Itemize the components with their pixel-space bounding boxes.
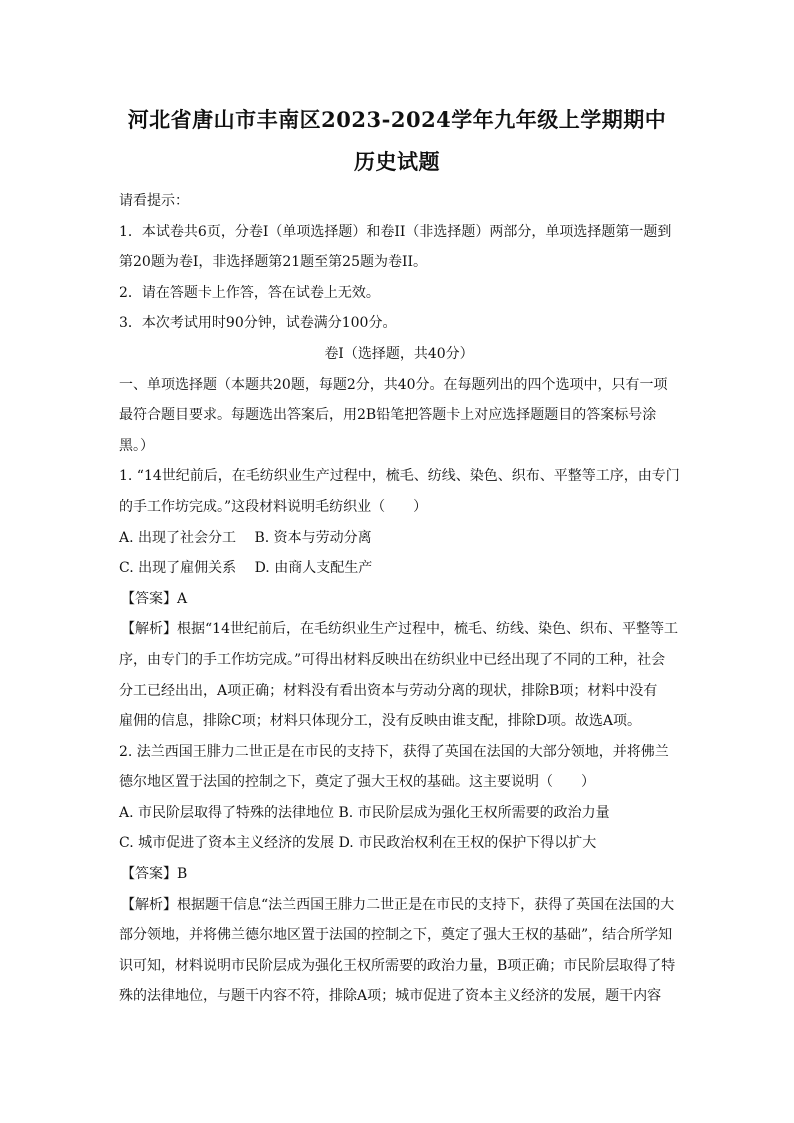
option-line: A. 出现了社会分工 B. 资本与劳动分离: [119, 529, 372, 546]
notice-heading: 请看提示：: [119, 193, 189, 209]
question-line: 德尔地区置于法国的控制之下，奠定了强大王权的基础。这主要说明（ ）: [119, 774, 595, 791]
document-title: 河北省唐山市丰南区2023-2024学年九年级上学期期中: [127, 107, 667, 132]
question-line: 1. “14世纪前后，在毛纺织业生产过程中，梳毛、纺线、染色、织布、平整等工序，由专门: [119, 468, 680, 485]
question-line: 2. 法兰西国王腓力二世正是在市民的支持下，获得了英国在法国的大部分领地，并将佛兰: [119, 743, 669, 760]
answer-line: 【答案】A: [121, 590, 188, 607]
section-heading: 卷I（选择题，共40分）: [324, 345, 474, 362]
analysis-line: 殊的法律地位，与题干内容不符，排除A项；城市促进了资本主义经济的发展，题干内容: [119, 988, 662, 1005]
instruction-line: 一、单项选择题（本题共20题，每题2分，共40分。在每题列出的四个选项中，只有一项: [119, 376, 668, 393]
analysis-line: 雇佣的信息，排除C项；材料只体现分工，没有反映由谁支配，排除D项。故选A项。: [119, 713, 642, 730]
analysis-line: 【解析】根据题干信息“法兰西国王腓力二世正是在市民的支持下，获得了英国在法国的大: [121, 896, 675, 913]
analysis-line: 部分领地，并将佛兰德尔地区置于法国的控制之下，奠定了强大王权的基础”，结合所学知: [119, 927, 673, 944]
question-line: 的手工作坊完成。”这段材料说明毛纺织业（ ）: [119, 498, 428, 515]
instruction-line: 最符合题目要求。每题选出答案后，用2B铅笔把答题卡上对应选择题题目的答案标号涂: [119, 407, 657, 424]
document-body: [119, 186, 679, 1012]
notice-line: 第20题为卷I，非选择题第21题至第25题为卷II。: [119, 254, 428, 271]
analysis-line: 序，由专门的手工作坊完成。”可得出材料反映出在纺织业中已经出现了不同的工种，社会: [119, 651, 666, 668]
notice-line: 3．本次考试用时90分钟，试卷满分100分。: [119, 315, 397, 332]
notice-line: 2．请在答题卡上作答，答在试卷上无效。: [119, 284, 380, 301]
option-line: A. 市民阶层取得了特殊的法律地位 B. 市民阶层成为强化王权所需要的政治力量: [119, 804, 610, 821]
analysis-line: 识可知，材料说明市民阶层成为强化王权所需要的政治力量，B项正确；市民阶层取得了特: [119, 957, 676, 974]
analysis-line: 【解析】根据“14世纪前后，在毛纺织业生产过程中，梳毛、纺线、染色、织布、平整等工: [121, 621, 678, 638]
instruction-line: 黑。）: [119, 437, 154, 454]
document-subtitle: 历史试题: [354, 149, 440, 174]
option-line: C. 出现了雇佣关系 D. 由商人支配生产: [119, 560, 373, 577]
analysis-line: 分工已经出出，A项正确；材料没有看出资本与劳动分离的现状，排除B项；材料中没有: [119, 682, 658, 699]
notice-line: 1．本试卷共6页，分卷I（单项选择题）和卷II（非选择题）两部分，单项选择题第一题到: [119, 223, 672, 240]
answer-line: 【答案】B: [121, 866, 188, 883]
option-line: C. 城市促进了资本主义经济的发展 D. 市民政治权利在王权的保护下得以扩大: [119, 835, 597, 852]
